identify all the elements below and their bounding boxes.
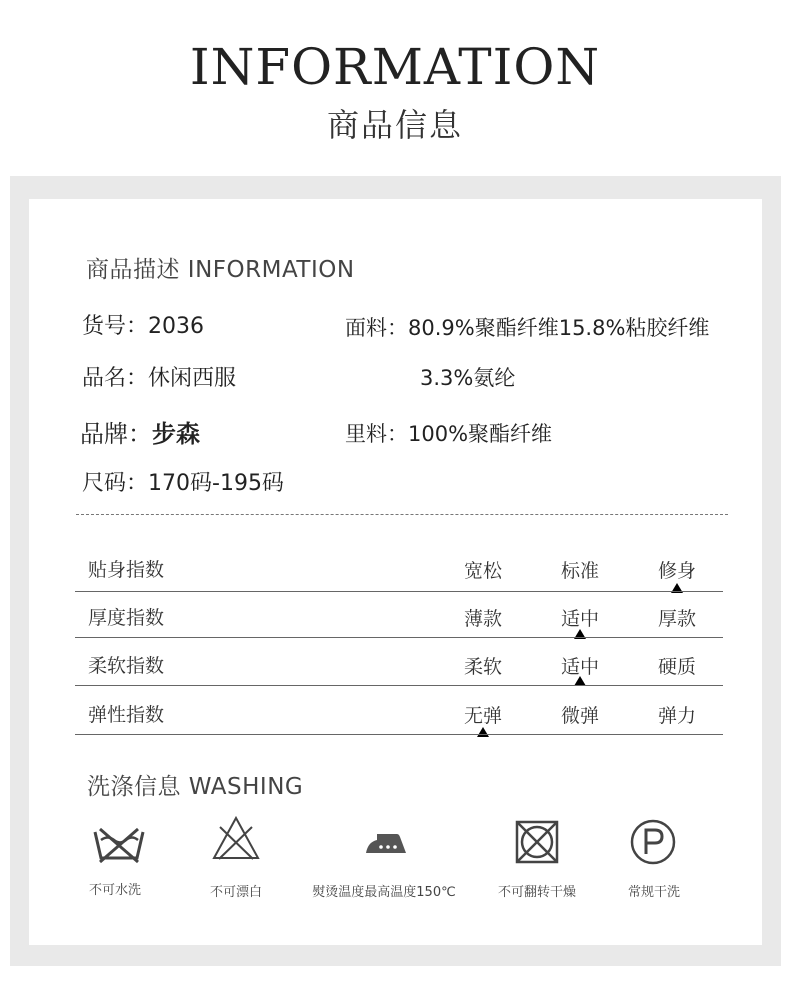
index-selected-marker — [477, 727, 489, 737]
brand-label: 品牌： — [80, 420, 152, 448]
brand-value: 步森 — [152, 420, 200, 448]
section-divider — [76, 514, 728, 515]
index-option: 宽松 — [463, 560, 502, 582]
index-option: 厚款 — [657, 608, 696, 630]
brand-field — [80, 414, 200, 449]
lining-label: 里料： — [345, 422, 408, 446]
dry-clean-p-icon — [629, 818, 677, 866]
index-row-divider — [75, 734, 723, 735]
index-label: 贴身指数 — [88, 559, 165, 581]
iron-label: 熨烫温度最高温度150℃ — [312, 885, 456, 900]
no-tumble-dry-label: 不可翻转干燥 — [497, 885, 576, 900]
index-option: 标准 — [560, 560, 599, 582]
fabric-value-line2: 3.3%氨纶 — [420, 366, 516, 390]
item-no-field — [82, 309, 204, 340]
dry-clean-label: 常规干洗 — [627, 885, 680, 900]
item-no-value: 2036 — [148, 314, 205, 339]
fabric-field — [345, 312, 709, 342]
index-label: 厚度指数 — [88, 607, 165, 629]
index-option: 适中 — [560, 656, 599, 678]
page-title: INFORMATION — [189, 38, 601, 96]
fabric-value: 80.9%聚酯纤维15.8%粘胶纤维 — [408, 316, 710, 340]
index-option: 弹力 — [657, 705, 696, 727]
index-label: 柔软指数 — [88, 655, 165, 677]
index-option: 微弹 — [560, 705, 599, 727]
index-option: 硬质 — [657, 656, 696, 678]
name-field — [82, 361, 236, 392]
page-subtitle: 商品信息 — [326, 106, 463, 144]
size-field — [82, 466, 284, 497]
iron-icon — [363, 830, 409, 856]
index-option: 适中 — [560, 608, 599, 630]
index-row-divider — [75, 591, 723, 592]
index-row-divider — [75, 685, 723, 686]
no-tumble-dry-icon — [515, 820, 559, 864]
fabric-label: 面料： — [345, 316, 408, 340]
no-bleach-icon — [211, 815, 261, 861]
index-label: 弹性指数 — [88, 704, 165, 726]
size-label: 尺码： — [82, 471, 149, 496]
index-option: 柔软 — [463, 656, 502, 678]
name-value: 休闲西服 — [148, 366, 237, 391]
lining-value: 100%聚酯纤维 — [408, 422, 553, 446]
index-option: 修身 — [657, 560, 696, 582]
description-title: 商品描述 INFORMATION — [86, 257, 355, 283]
no-bleach-label: 不可漂白 — [209, 885, 262, 900]
index-option: 无弹 — [463, 705, 502, 727]
index-row-divider — [75, 637, 723, 638]
name-label: 品名： — [82, 366, 149, 391]
no-wash-label: 不可水洗 — [88, 883, 141, 898]
item-no-label: 货号： — [82, 314, 149, 339]
washing-title: 洗涤信息 WASHING — [87, 774, 304, 800]
size-value: 170码-195码 — [148, 471, 284, 496]
no-wash-icon — [92, 826, 146, 864]
lining-field — [345, 418, 552, 448]
index-option: 薄款 — [463, 608, 502, 630]
